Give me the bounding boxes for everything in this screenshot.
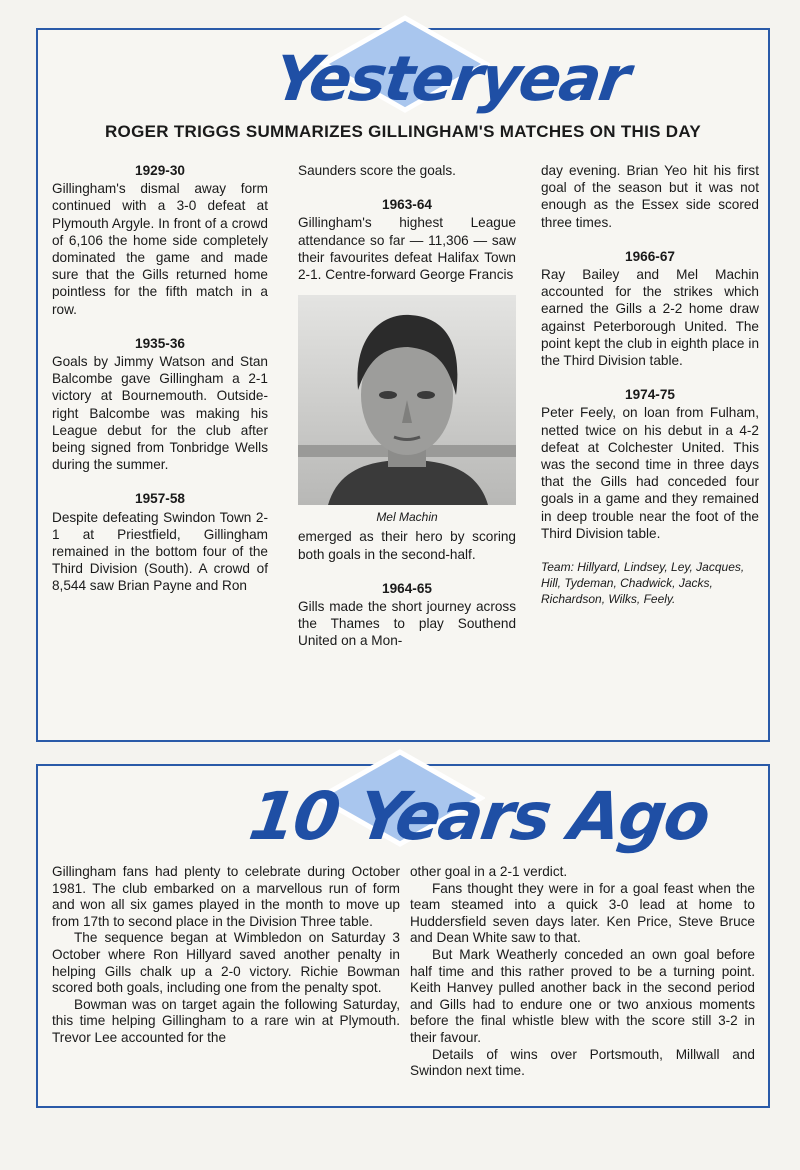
ten-years-ago-title: 10 Years Ago (244, 778, 714, 855)
season-heading: 1964-65 (382, 580, 432, 596)
article-paragraph: other goal in a 2-1 verdict. (410, 864, 568, 879)
season-text: day evening. Brian Yeo hit his first goal of the season but it was not enough as the Essex side scored three times. (541, 163, 759, 230)
season-heading: 1974-75 (625, 387, 675, 403)
article-paragraph: Details of wins over Portsmouth, Millwall and Swindon next time. (410, 1046, 755, 1079)
column-3 (541, 162, 759, 607)
season-text: Peter Feely, on loan from Fulham, netted twice on his debut in a 4-2 defeat at Colchester United. This was the second time in three days that the Gills had conceded four goals in a game and they remained in deep trouble near the foot of the Third Division table. (541, 405, 759, 541)
article-paragraph: Gillingham fans had plenty to celebrate during October 1981. The club embarked on a marvellous run of form and won all six games played in the month to move up from 17th to second place in the Division Three table. (52, 864, 400, 929)
season-heading: 1957-58 (135, 491, 185, 507)
season-text: Despite defeating Swindon Town 2-1 at Priestfield, Gillingham remained in the bottom four of the Third Division (South). A crowd of 8,544 saw Brian Payne and Ron (52, 509, 268, 594)
article-paragraph: Bowman was on target again the following Saturday, this time helping Gillingham to a rare win at Plymouth. Trevor Lee accounted for the (52, 996, 400, 1045)
season-heading: 1966-67 (625, 248, 675, 264)
team-lineup: Team: Hillyard, Lindsey, Ley, Jacques, Hill, Tydeman, Chadwick, Jacks, Richardson, Wilks, Feely. (541, 560, 745, 607)
season-text: emerged as their hero by scoring both goals in the second-half. (298, 529, 516, 562)
season-heading: 1935-36 (135, 335, 185, 351)
column-1 (52, 162, 268, 595)
article-column-left (52, 864, 400, 1047)
season-text: Goals by Jimmy Watson and Stan Balcombe gave Gillingham a 2-1 victory at Bournemouth. Outside-right Balcombe was making his League debut for the club after being signed from Tonbridge Wells during the summer. (52, 354, 268, 473)
season-heading: 1929-30 (135, 163, 185, 178)
column-2 (298, 162, 516, 650)
season-text: Gillingham's highest League attendance so far — 11,306 — saw their favourites defeat Halifax Town 2-1. Centre-forward George Francis (298, 215, 516, 283)
season-text: Ray Bailey and Mel Machin accounted for the strikes which earned the Gills a 2-2 home draw against Peterborough United. The point kept the club in eighth place in the Third Division table. (541, 267, 759, 369)
player-photo (298, 295, 516, 505)
season-heading: 1963-64 (382, 197, 432, 213)
article-column-right (410, 864, 755, 1080)
article-paragraph: The sequence began at Wimbledon on Saturday 3 October where Ron Hillyard saved another penalty in helping Gills chalk up a 2-0 victory. Richie Bowman scored both goals, including one from the penalty spot. (52, 930, 400, 996)
article-paragraph: Fans thought they were in for a goal feast when the team steamed into a quick 3-0 lead at home to Huddersfield seven days later. Ken Price, Steve Bruce and Dean White saw to that. (410, 880, 755, 946)
season-text: Saunders score the goals. (298, 163, 456, 178)
section-subtitle: ROGER TRIGGS SUMMARIZES GILLINGHAM'S MATCHES ON THIS DAY (104, 122, 702, 141)
photo-caption: Mel Machin (376, 510, 438, 525)
article-paragraph: But Mark Weatherly conceded an own goal before half time and this rather proved to be a turning point. Keith Hanvey pulled another back in the second period and Gills had to endure one or two anxious moments before the final whistle blew with the score still 3-2 in their favour. (410, 946, 755, 1045)
season-text: Gills made the short journey across the Thames to play Southend United on a Mon- (298, 599, 516, 649)
season-text: Gillingham's dismal away form continued with a 3-0 defeat at Plymouth Argyle. In front of a crowd of 6,106 the home side completely dominated the game and made sure that the Gills returned home pointless for the fifth match in a row. (52, 181, 268, 317)
yesteryear-title: Yesteryear (269, 42, 634, 115)
